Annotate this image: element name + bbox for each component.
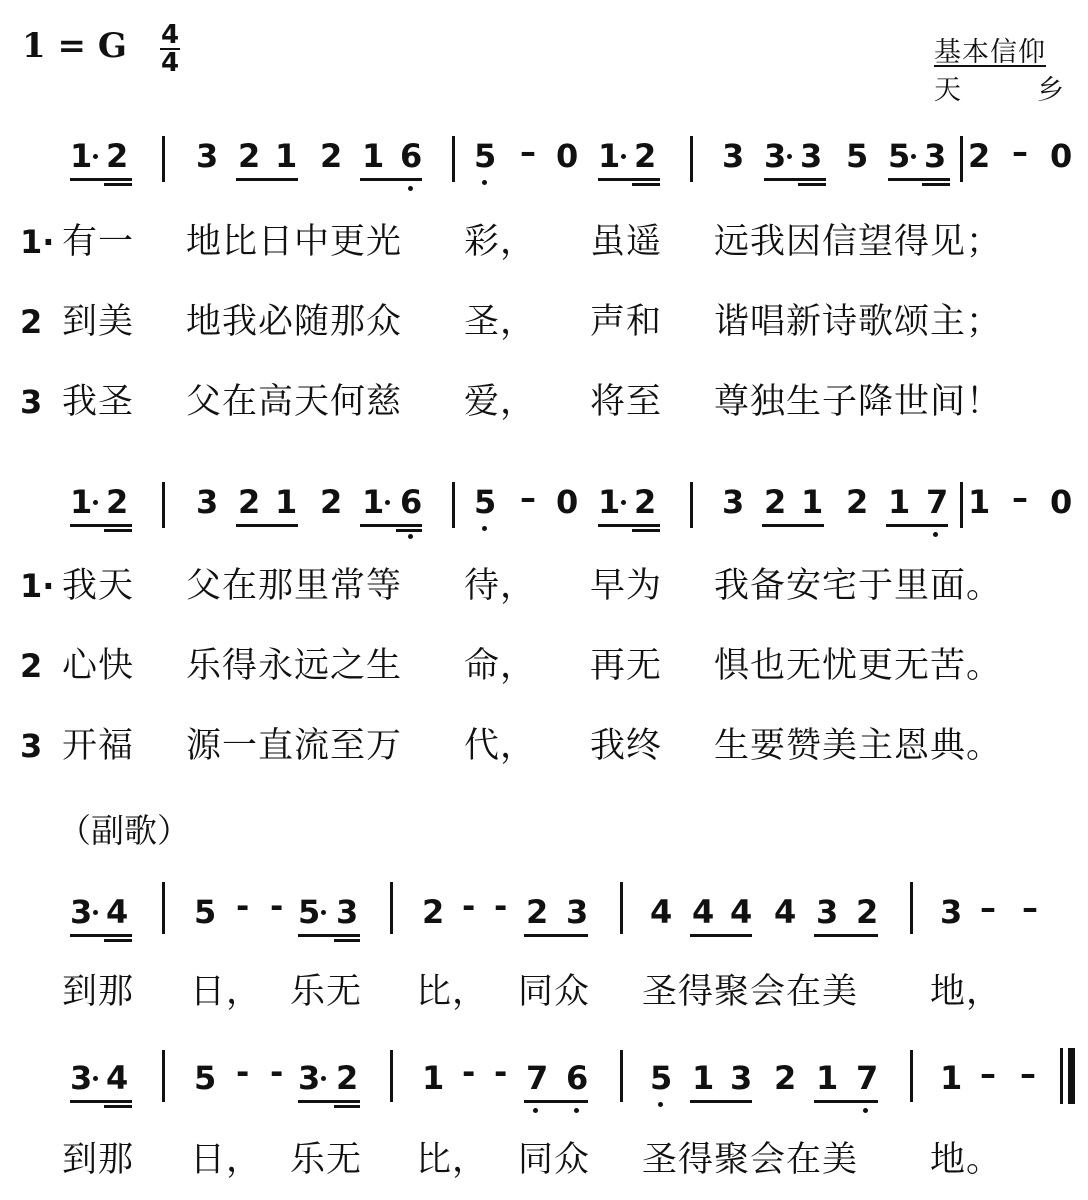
notation-glyph: 3 <box>940 893 963 931</box>
verse-number: 1· <box>20 567 55 605</box>
notation-glyph: 2 <box>320 137 343 175</box>
notation-glyph: – <box>520 479 536 517</box>
notation-glyph: 4 <box>106 1059 129 1097</box>
barline <box>960 136 963 182</box>
notation-glyph: – <box>520 133 536 171</box>
lyric-segment: 虽遥 <box>590 222 663 262</box>
beam-underline <box>524 1100 588 1103</box>
notation-glyph: 2 <box>968 137 991 175</box>
beam-underline <box>814 1100 878 1103</box>
notation-glyph: 5 <box>846 137 869 175</box>
beam-underline <box>632 529 660 532</box>
notation-glyph: 1 <box>70 137 93 175</box>
lyric-segment: 远我因信望得见； <box>714 222 1003 262</box>
notation-glyph: 2 <box>634 137 657 175</box>
beam-underline <box>104 1105 132 1108</box>
notation-glyph: 3 <box>298 1059 321 1097</box>
octave-dot <box>93 1076 98 1081</box>
notation-glyph: – <box>1022 889 1038 927</box>
lyric-segment: 地。 <box>930 1140 1003 1180</box>
chorus-label: （副歌） <box>58 811 190 850</box>
lyric-segment: 声和 <box>590 302 663 342</box>
octave-dot <box>321 1076 326 1081</box>
lyric-segment: 有一 <box>62 222 135 262</box>
lyric-segment: 乐得永远之生 <box>186 646 403 686</box>
notation-glyph: 3 <box>70 893 93 931</box>
barline <box>620 882 623 934</box>
beam-underline <box>334 1105 360 1108</box>
beam-underline <box>334 939 360 942</box>
notation-glyph: 1 <box>692 1059 715 1097</box>
barline <box>390 882 393 934</box>
notation-glyph: 1 <box>598 483 621 521</box>
notation-glyph: 2 <box>764 483 787 521</box>
notation-glyph: 0 <box>556 483 579 521</box>
notation-glyph: 1 <box>888 483 911 521</box>
notation-glyph: 3 <box>924 137 947 175</box>
lyric-segment: 比， <box>416 1140 489 1180</box>
lyric-segment: 同众 <box>518 1140 591 1180</box>
lyric-segment: 日， <box>190 972 263 1012</box>
beam-underline <box>70 934 132 937</box>
barline <box>1068 1048 1075 1104</box>
beam-underline <box>922 183 950 186</box>
lyric-segment: 生要赞美主恩典。 <box>714 726 1003 766</box>
lyric-segment: 比， <box>416 972 489 1012</box>
octave-dot <box>408 534 413 539</box>
lyric-segment: 父在那里常等 <box>186 566 403 606</box>
notation-glyph: 5 <box>194 893 217 931</box>
lyric-segment: 再无 <box>590 646 663 686</box>
notation-glyph: 7 <box>526 1059 549 1097</box>
notation-glyph: 2 <box>422 893 445 931</box>
notation-glyph: 3 <box>196 137 219 175</box>
lyric-segment: 爱， <box>464 382 537 422</box>
octave-dot <box>911 154 916 159</box>
lyric-segment: 我备安宅于里面。 <box>714 566 1003 606</box>
beam-underline <box>236 178 298 181</box>
octave-dot <box>621 154 626 159</box>
lyric-segment: 代， <box>464 726 537 766</box>
notation-glyph: 3 <box>764 137 787 175</box>
notation-glyph: 7 <box>856 1059 879 1097</box>
notation-glyph: – <box>980 889 996 927</box>
time-signature-top: 4 <box>160 20 180 50</box>
barline <box>1060 1048 1063 1104</box>
beam-underline <box>360 178 422 181</box>
notation-glyph: 2 <box>634 483 657 521</box>
notation-glyph: – <box>1012 133 1028 171</box>
lyric-segment: 源一直流至万 <box>186 726 403 766</box>
notation-glyph: 3 <box>722 483 745 521</box>
beam-underline <box>632 183 660 186</box>
beam-underline <box>70 178 132 181</box>
octave-dot <box>787 154 792 159</box>
notation-glyph: 0 <box>1050 483 1073 521</box>
verse-number: 1· <box>20 223 55 261</box>
notation-glyph: 3 <box>566 893 589 931</box>
notation-glyph: 0 <box>556 137 579 175</box>
octave-dot <box>93 154 98 159</box>
notation-glyph: 4 <box>106 893 129 931</box>
notation-glyph: 1 <box>70 483 93 521</box>
beam-underline <box>690 1100 752 1103</box>
octave-dot <box>574 1108 579 1113</box>
lyric-segment: 圣得聚会在美 <box>642 1140 859 1180</box>
lyric-segment: 地我必随那众 <box>186 302 403 342</box>
notation-glyph: 6 <box>400 483 423 521</box>
lyric-segment: 待， <box>464 566 537 606</box>
notation-glyph: 5 <box>888 137 911 175</box>
beam-underline <box>104 183 132 186</box>
notation-glyph: 4 <box>730 893 753 931</box>
notation-glyph: 2 <box>774 1059 797 1097</box>
lyric-segment: 同众 <box>518 972 591 1012</box>
notation-glyph: 1 <box>275 137 298 175</box>
notation-glyph: 4 <box>774 893 797 931</box>
notation-glyph: - <box>236 1053 250 1091</box>
octave-dot <box>385 500 390 505</box>
verse-number: 3 <box>20 383 43 421</box>
lyric-segment: 乐无 <box>290 972 363 1012</box>
lyric-segment: 谐唱新诗歌颂主； <box>714 302 1003 342</box>
barline <box>910 882 913 934</box>
notation-glyph: 3 <box>722 137 745 175</box>
beam-underline <box>798 183 826 186</box>
notation-glyph: 2 <box>238 137 261 175</box>
barline <box>162 1050 165 1102</box>
beam-underline <box>764 178 826 181</box>
octave-dot <box>482 526 487 531</box>
octave-dot <box>321 910 326 915</box>
barline <box>452 482 455 528</box>
octave-dot <box>93 910 98 915</box>
octave-dot <box>93 500 98 505</box>
notation-glyph: 2 <box>526 893 549 931</box>
barline <box>162 882 165 934</box>
notation-glyph: 6 <box>400 137 423 175</box>
notation-glyph: 5 <box>194 1059 217 1097</box>
octave-dot <box>408 186 413 191</box>
lyric-segment: 开福 <box>62 726 135 766</box>
verse-number: 3 <box>20 727 43 765</box>
beam-underline <box>888 178 950 181</box>
barline <box>960 482 963 528</box>
notation-glyph: - <box>494 887 508 925</box>
notation-glyph: 1 <box>598 137 621 175</box>
key-signature: 1 = G <box>22 26 127 66</box>
notation-glyph: 2 <box>320 483 343 521</box>
notation-glyph: 1 <box>816 1059 839 1097</box>
notation-glyph: 3 <box>70 1059 93 1097</box>
lyric-segment: 我天 <box>62 566 135 606</box>
verse-number: 2 <box>20 303 43 341</box>
lyric-segment: 父在高天何慈 <box>186 382 403 422</box>
beam-underline <box>396 529 422 532</box>
notation-glyph: - <box>462 1053 476 1091</box>
notation-glyph: – <box>1012 479 1028 517</box>
beam-underline <box>70 524 132 527</box>
barline <box>620 1050 623 1102</box>
notation-glyph: 2 <box>106 483 129 521</box>
notation-glyph: 1 <box>422 1059 445 1097</box>
tune-name-char-2: 乡 <box>1037 75 1064 106</box>
notation-glyph: 5 <box>474 137 497 175</box>
lyric-segment: 彩， <box>464 222 537 262</box>
lyric-segment: 地比日中更光 <box>186 222 403 262</box>
time-signature <box>158 22 182 76</box>
notation-glyph: 0 <box>1050 137 1073 175</box>
hymn-category: 基本信仰 <box>934 37 1046 68</box>
notation-glyph: 1 <box>362 137 385 175</box>
notation-glyph: 5 <box>650 1059 673 1097</box>
tune-name <box>934 68 1064 107</box>
lyric-segment: 将至 <box>590 382 663 422</box>
beam-underline <box>886 524 948 527</box>
lyric-segment: 圣得聚会在美 <box>642 972 859 1012</box>
notation-glyph: 7 <box>926 483 949 521</box>
octave-dot <box>658 1102 663 1107</box>
notation-glyph: 1 <box>275 483 298 521</box>
beam-underline <box>104 939 132 942</box>
notation-glyph: 1 <box>968 483 991 521</box>
notation-glyph: 3 <box>816 893 839 931</box>
beam-underline <box>236 524 298 527</box>
beam-underline <box>814 934 878 937</box>
lyric-segment: 早为 <box>590 566 663 606</box>
beam-underline <box>762 524 824 527</box>
octave-dot <box>533 1108 538 1113</box>
notation-glyph: 3 <box>336 893 359 931</box>
notation-glyph: 3 <box>196 483 219 521</box>
lyric-segment: 命， <box>464 646 537 686</box>
notation-glyph: - <box>462 887 476 925</box>
beam-underline <box>690 934 752 937</box>
notation-glyph: 2 <box>336 1059 359 1097</box>
notation-glyph: – <box>980 1055 996 1093</box>
lyric-segment: 尊独生子降世间！ <box>714 382 1003 422</box>
notation-glyph: 3 <box>730 1059 753 1097</box>
notation-glyph: 6 <box>566 1059 589 1097</box>
octave-dot <box>863 1108 868 1113</box>
notation-glyph: 5 <box>474 483 497 521</box>
notation-glyph: 1 <box>362 483 385 521</box>
beam-underline <box>104 529 132 532</box>
beam-underline <box>598 178 660 181</box>
barline <box>910 1050 913 1102</box>
lyric-segment: 乐无 <box>290 1140 363 1180</box>
notation-glyph: 2 <box>106 137 129 175</box>
beam-underline <box>298 934 360 937</box>
barline <box>452 136 455 182</box>
lyric-segment: 圣， <box>464 302 537 342</box>
notation-glyph: 4 <box>692 893 715 931</box>
octave-dot <box>482 180 487 185</box>
notation-glyph: 2 <box>846 483 869 521</box>
time-signature-bottom: 4 <box>160 48 180 78</box>
notation-glyph: 4 <box>650 893 673 931</box>
notation-glyph: 2 <box>238 483 261 521</box>
notation-glyph: - <box>270 887 284 925</box>
lyric-segment: 我终 <box>590 726 663 766</box>
beam-underline <box>360 524 422 527</box>
barline <box>690 482 693 528</box>
beam-underline <box>598 524 660 527</box>
notation-glyph: - <box>236 887 250 925</box>
verse-number: 2 <box>20 647 43 685</box>
notation-glyph: 1 <box>801 483 824 521</box>
notation-glyph: - <box>494 1053 508 1091</box>
lyric-segment: 到那 <box>62 1140 135 1180</box>
notation-glyph: 3 <box>800 137 823 175</box>
notation-glyph: - <box>270 1053 284 1091</box>
beam-underline <box>524 934 588 937</box>
lyric-segment: 日， <box>190 1140 263 1180</box>
lyric-segment: 我圣 <box>62 382 135 422</box>
lyric-segment: 惧也无忧更无苦。 <box>714 646 1003 686</box>
notation-glyph: – <box>1020 1055 1036 1093</box>
notation-glyph: 1 <box>940 1059 963 1097</box>
lyric-segment: 心快 <box>62 646 135 686</box>
tune-name-char-1: 天 <box>934 75 961 106</box>
beam-underline <box>70 1100 132 1103</box>
octave-dot <box>621 500 626 505</box>
barline <box>690 136 693 182</box>
barline <box>162 482 165 528</box>
lyric-segment: 到那 <box>62 972 135 1012</box>
lyric-segment: 到美 <box>62 302 135 342</box>
notation-glyph: 5 <box>298 893 321 931</box>
beam-underline <box>298 1100 360 1103</box>
barline <box>390 1050 393 1102</box>
notation-glyph: 2 <box>856 893 879 931</box>
octave-dot <box>933 532 938 537</box>
lyric-segment: 地， <box>930 972 1003 1012</box>
barline <box>162 136 165 182</box>
